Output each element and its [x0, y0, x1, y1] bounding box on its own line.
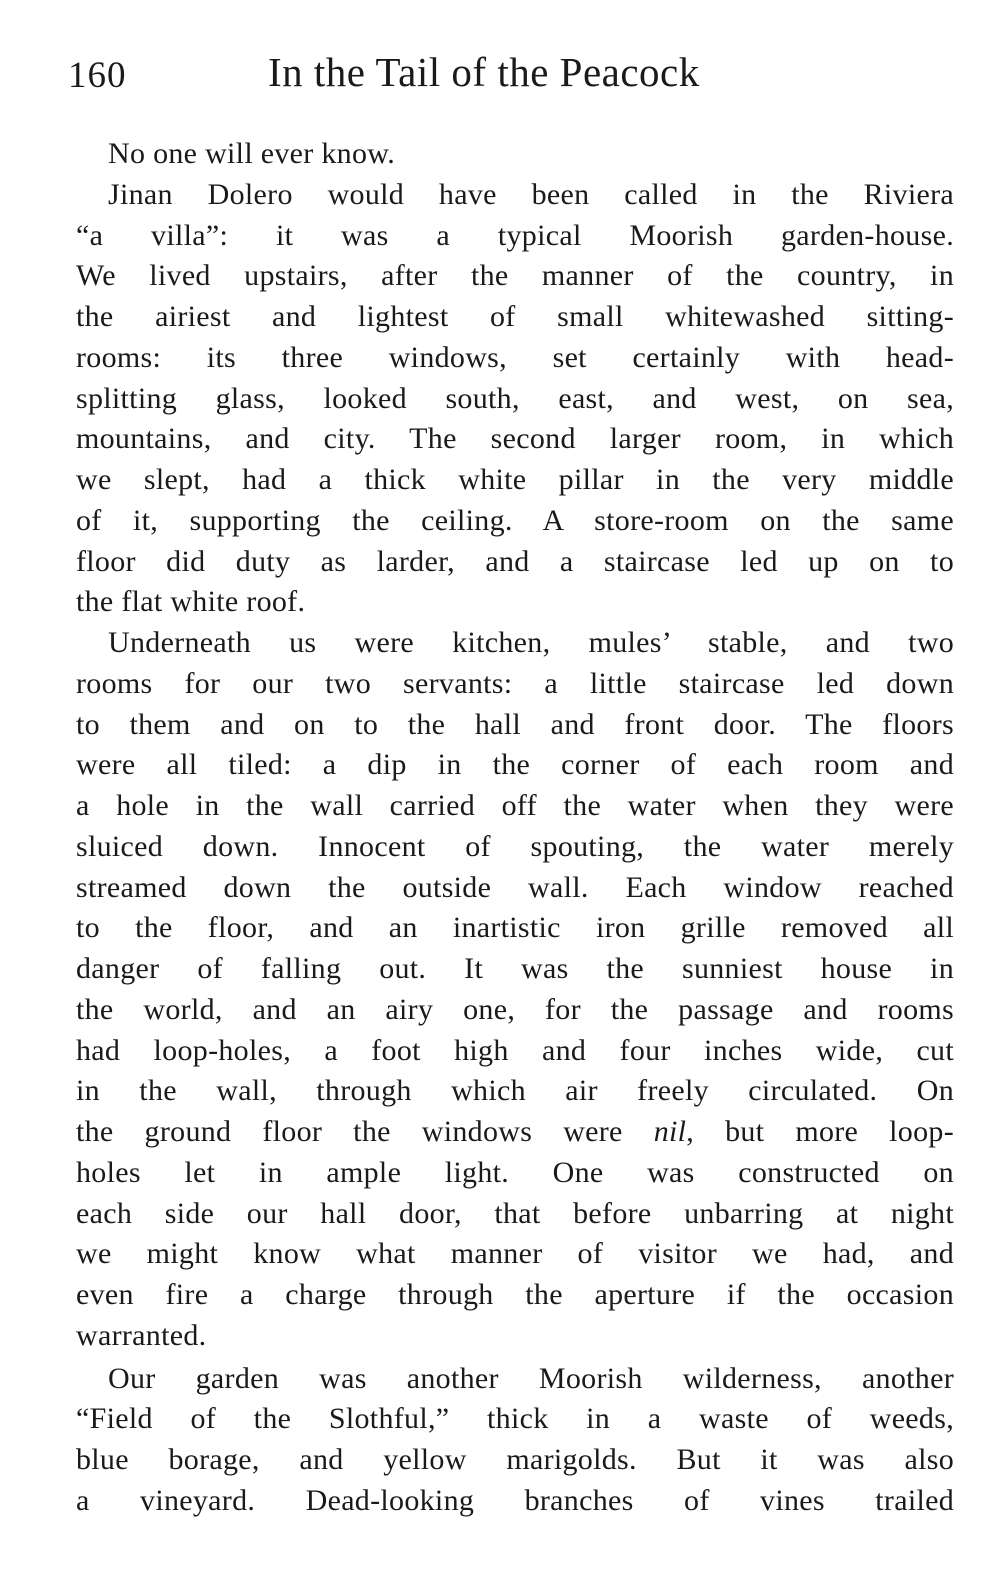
text-line: Our garden was another Moorish wilderness, another [108, 1361, 954, 1395]
text-line: the airiest and lightest of small whitewashed sitting- [76, 300, 954, 333]
text-line: even fire a charge through the aperture if the occasion [76, 1278, 954, 1311]
page-number: 160 [68, 55, 127, 96]
text-line: rooms for our two servants: a little staircase led down [76, 666, 954, 700]
text-line: streamed down the outside wall. Each window reached [76, 870, 954, 904]
text-line: holes let in ample light. One was constructed on [76, 1155, 954, 1189]
text-line: to them and on to the hall and front door. The floors [76, 707, 954, 741]
text-line: were all tiled: a dip in the corner of each room and [76, 748, 954, 782]
text-line: No one will ever know. [108, 137, 396, 170]
text-line: a vineyard. Dead-looking branches of vines trailed [76, 1483, 954, 1517]
running-title: In the Tail of the Peacock [268, 49, 700, 95]
text-line: the flat white roof. [76, 585, 306, 619]
text-line: in the wall, through which air freely circulated. On [76, 1074, 954, 1108]
text-line: to the floor, and an inartistic iron grille removed all [76, 911, 954, 945]
text-span: the ground floor the windows were [76, 1115, 654, 1148]
text-line: we slept, had a thick white pillar in the very middle [76, 463, 954, 496]
text-line: the world, and an airy one, for the passage and rooms [76, 992, 954, 1026]
text-line: “a villa”: it was a typical Moorish garden-house. [76, 218, 954, 252]
text-line: rooms: its three windows, set certainly with head- [76, 340, 954, 374]
text-line [76, 1112, 954, 1153]
text-line: we might know what manner of visitor we had, and [76, 1237, 954, 1271]
text-line: Jinan Dolero would have been called in the Riviera [108, 177, 954, 211]
page-header [68, 48, 768, 108]
text-span: , but more loop- [686, 1115, 954, 1148]
text-line: had loop-holes, a foot high and four inches wide, cut [76, 1033, 954, 1067]
text-line: “Field of the Slothful,” thick in a waste of weeds, [76, 1402, 954, 1436]
text-line: Underneath us were kitchen, mules’ stable, and two [108, 626, 954, 659]
text-line: warranted. [76, 1318, 207, 1352]
text-line: blue borage, and yellow marigolds. But it was also [76, 1443, 954, 1476]
text-line: a hole in the wall carried off the water when they were [76, 789, 954, 822]
text-line: danger of falling out. It was the sunniest house in [76, 952, 954, 985]
text-line: splitting glass, looked south, east, and west, on sea, [76, 381, 954, 415]
text-line: mountains, and city. The second larger room, in which [76, 422, 954, 456]
text-line: sluiced down. Innocent of spouting, the water merely [76, 829, 954, 863]
text-line: floor did duty as larder, and a staircase led up on to [76, 544, 954, 578]
italic-word: nil [653, 1115, 687, 1148]
body-text [76, 134, 954, 1522]
text-line: of it, supporting the ceiling. A store-room on the same [76, 503, 954, 537]
text-line: each side our hall door, that before unbarring at night [76, 1196, 954, 1230]
text-line: We lived upstairs, after the manner of the country, in [76, 259, 954, 293]
